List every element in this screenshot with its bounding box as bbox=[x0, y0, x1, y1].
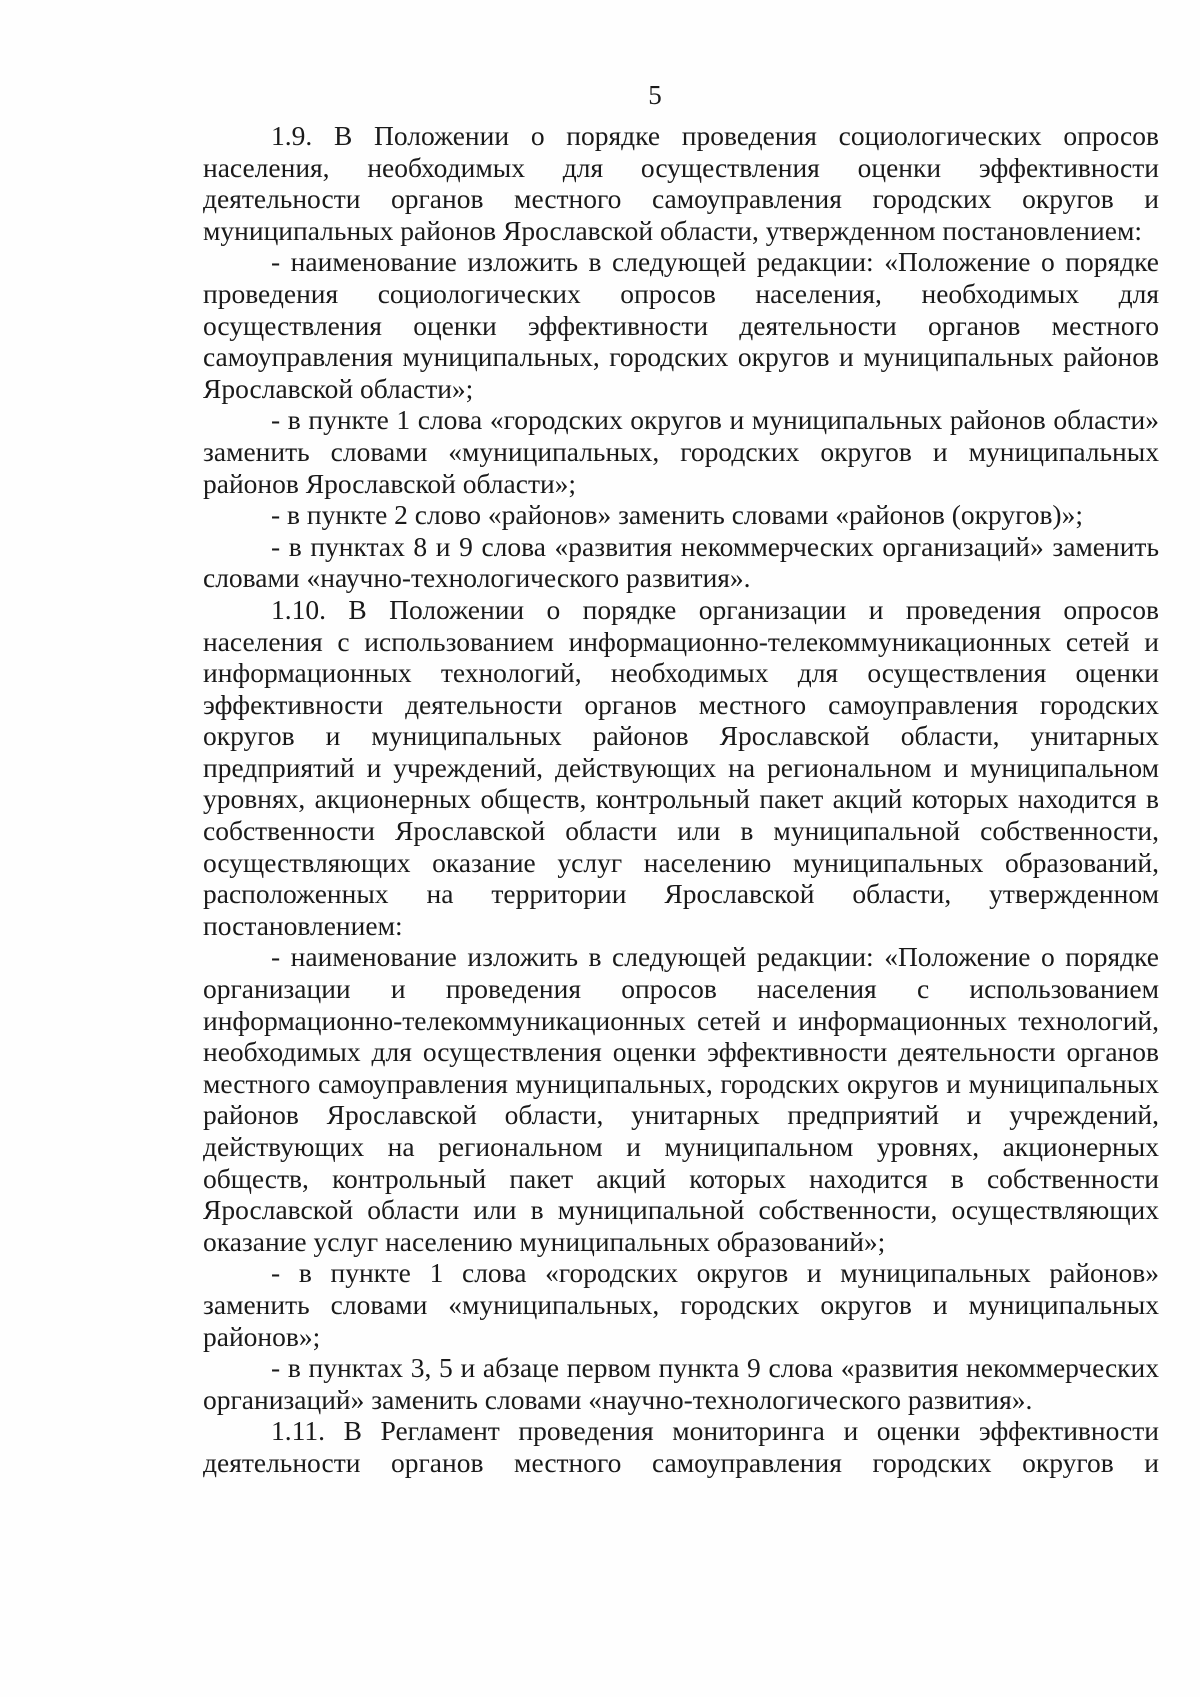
paragraph-1-9-item-point-1: - в пункте 1 слова «городских округов и муниципальных районов области» заменить словами «муниципальных, городских округов и муниципальных районов Ярославской области»; bbox=[203, 404, 1159, 499]
paragraph-1-10-item-title: - наименование изложить в следующей редакции: «Положение о порядке организации и проведения опросов населения с использованием информационно-телекоммуникационных сетей и информационных технологий, необходимых для осуществления оценки эффективности деятельности органов местного самоуправления муниципальных, городских округов и муниципальных районов Ярославской области, унитарных предприятий и учреждений, действующих на региональном и муниципальном уровнях, акционерных обществ, контрольный пакет акций которых находится в собственности Ярославской области или в муниципальной собственности, осуществляющих оказание услуг населению муниципальных образований»; bbox=[203, 941, 1159, 1257]
paragraph-1-9-item-point-2: - в пункте 2 слово «районов» заменить словами «районов (округов)»; bbox=[271, 499, 1083, 531]
paragraph-1-9: 1.9. В Положении о порядке проведения социологических опросов населения, необходимых для осуществления оценки эффективности деятельности органов местного самоуправления городских округов и муниципальных районов Ярославской области, утвержденном постановлением: bbox=[203, 120, 1159, 246]
page-number: 5 bbox=[648, 80, 662, 110]
document-body bbox=[203, 120, 1159, 1479]
paragraph-1-10: 1.10. В Положении о порядке организации и проведения опросов населения с использованием информационно-телекоммуникационных сетей и информационных технологий, необходимых для осуществления оценки эффективности деятельности органов местного самоуправления городских округов и муниципальных районов Ярославской области, унитарных предприятий и учреждений, действующих на региональном и муниципальном уровнях, акционерных обществ, контрольный пакет акций которых находится в собственности Ярославской области или в муниципальной собственности, осуществляющих оказание услуг населению муниципальных образований, расположенных на территории Ярославской области, утвержденном постановлением: bbox=[203, 593, 1159, 941]
paragraph-1-9-item-points-8-9: - в пунктах 8 и 9 слова «развития некоммерческих организаций» заменить словами «научно-технологического развития». bbox=[203, 530, 1159, 594]
paragraph-1-10-item-points-3-5-9: - в пунктах 3, 5 и абзаце первом пункта 9 слова «развития некоммерческих организаций» заменить словами «научно-технологического развития». bbox=[203, 1352, 1159, 1415]
paragraph-1-10-item-point-1: - в пункте 1 слова «городских округов и муниципальных районов» заменить словами «муниципальных, городских округов и муниципальных районов»; bbox=[203, 1257, 1159, 1352]
paragraph-1-11: 1.11. В Регламент проведения мониторинга и оценки эффективности деятельности органов местного самоуправления городских округов и bbox=[203, 1415, 1159, 1478]
paragraph-1-9-item-title: - наименование изложить в следующей редакции: «Положение о порядке проведения социологических опросов населения, необходимых для осуществления оценки эффективности деятельности органов местного самоуправления муниципальных, городских округов и муниципальных районов Ярославской области»; bbox=[203, 246, 1159, 404]
